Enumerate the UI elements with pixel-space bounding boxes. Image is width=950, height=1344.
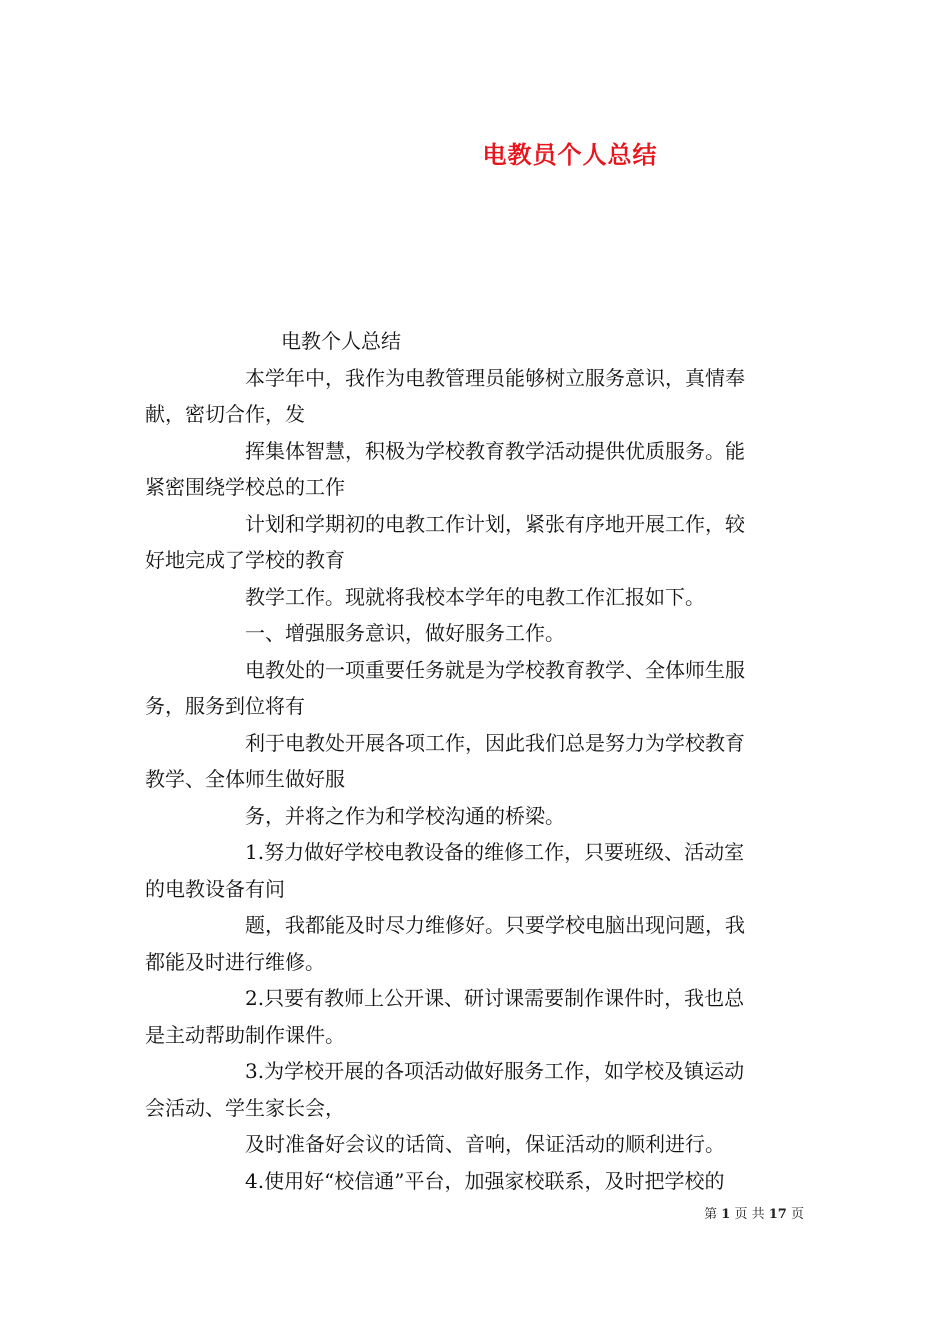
paragraph-line: 教学、全体师生做好服 [145,767,345,791]
paragraph-line: 务，服务到位将有 [145,694,305,718]
footer-middle: 页 共 [734,1207,765,1222]
list-item-line: 4.使用好“校信通”平台，加强家校联系，及时把学校的 [245,1168,725,1193]
paragraph-line: 务，并将之作为和学校沟通的桥梁。 [245,803,565,828]
list-item-line: 3.为学校开展的各项活动做好服务工作，如学校及镇运动 [245,1059,745,1083]
list-item-line: 2.只要有教师上公开课、研讨课需要制作课件时，我也总 [245,986,745,1010]
list-item-line: 都能及时进行维修。 [145,949,325,974]
paragraph-line: 挥集体智慧，积极为学校教育教学活动提供优质服务。能 [245,438,745,463]
list-item-line: 1.努力做好学校电教设备的维修工作，只要班级、活动室 [245,840,745,864]
list-item-line: 的电教设备有问 [145,876,285,901]
paragraph-line: 电教处的一项重要任务就是为学校教育教学、全体师生服 [245,657,745,682]
paragraph-line: 教学工作。现就将我校本学年的电教工作汇报如下。 [245,584,705,609]
footer-prefix: 第 [704,1207,718,1222]
list-item-line: 会活动、学生家长会， [145,1095,345,1120]
paragraph-line: 献，密切合作，发 [145,402,305,426]
footer-total-pages: 17 [768,1207,787,1222]
list-item-line: 及时准备好会议的话筒、音响，保证活动的顺利进行。 [245,1132,725,1156]
page-footer [704,1203,804,1222]
footer-current-page: 1 [721,1207,731,1222]
paragraph-line: 计划和学期初的电教工作计划，紧张有序地开展工作，较 [245,511,745,536]
paragraph-line: 本学年中，我作为电教管理员能够树立服务意识，真情奉 [245,365,745,390]
footer-suffix: 页 [790,1207,804,1222]
list-item-line: 是主动帮助制作课件。 [145,1022,345,1047]
section-heading: 一、增强服务意识，做好服务工作。 [245,621,565,645]
document-title: 电教员个人总结 [482,140,658,169]
section-heading: 电教个人总结 [281,329,401,353]
paragraph-line: 利于电教处开展各项工作，因此我们总是努力为学校教育 [245,730,745,755]
paragraph-line: 好地完成了学校的教育 [145,548,345,572]
document-body [145,323,810,1199]
paragraph-line: 紧密围绕学校总的工作 [145,475,345,499]
list-item-line: 题，我都能及时尽力维修好。只要学校电脑出现问题，我 [245,913,745,937]
